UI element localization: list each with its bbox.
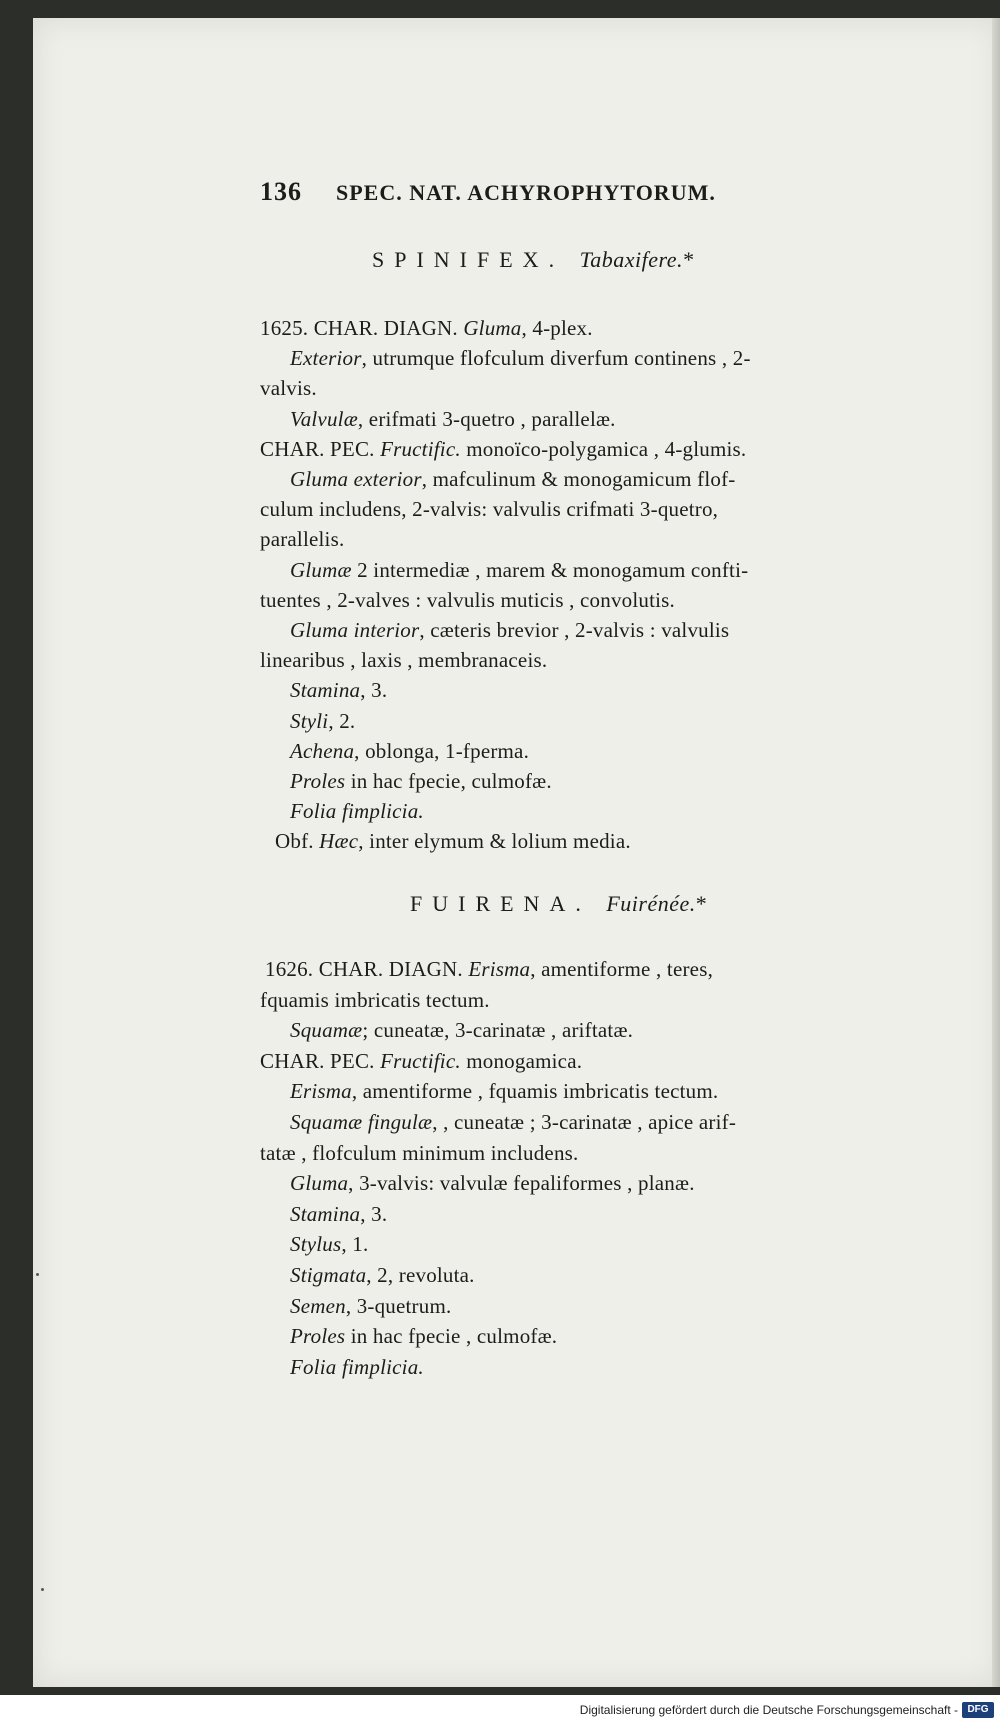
genus-title: SPINIFEX. — [372, 247, 565, 272]
line-text: culum includens, 2-valvis: valvulis crifmati 3-quetro, — [260, 497, 719, 522]
line-text: in hac fpecie, culmofæ. — [345, 769, 552, 793]
italic-term: Exterior — [290, 346, 362, 371]
line-text: linearibus , laxis , membranaceis. — [260, 648, 548, 673]
spinifex-line — [290, 344, 751, 372]
genus-heading-spinifex — [372, 246, 704, 274]
spinifex-line — [290, 707, 355, 735]
genus-title: FUIRENA. — [410, 891, 591, 916]
fuirena-line — [290, 1200, 387, 1228]
line-text: CHAR. PEC. — [260, 1048, 381, 1073]
line-text: , 4-plex. — [521, 316, 593, 340]
italic-term: Semen — [290, 1293, 346, 1318]
line-text: tatæ , flofculum minimum includens. — [260, 1140, 579, 1165]
italic-term: Squamæ fingulæ — [290, 1110, 433, 1134]
spinifex-line — [290, 737, 529, 765]
line-text: , 3-quetrum. — [345, 1293, 452, 1318]
line-text: , 2. — [328, 708, 356, 733]
spinifex-line — [260, 646, 547, 674]
line-text: in hac fpecie , culmofæ. — [345, 1324, 558, 1349]
line-text: , 2, revoluta. — [366, 1263, 475, 1287]
italic-term: Squamæ — [290, 1018, 363, 1043]
line-text: , 3. — [360, 1201, 388, 1226]
fuirena-line — [290, 1077, 718, 1105]
fuirena-line — [290, 1016, 633, 1044]
line-text: fquamis imbricatis tectum. — [260, 987, 490, 1012]
spinifex-line — [290, 556, 748, 584]
page-speck — [41, 1588, 44, 1591]
fuirena-line — [260, 1139, 578, 1167]
binding-edge — [992, 18, 1000, 1687]
italic-term: Glumæ — [290, 557, 352, 582]
line-text: , inter elymum & lolium media. — [358, 829, 631, 854]
running-title: SPEC. NAT. ACHYROPHYTORUM. — [336, 180, 716, 205]
spinifex-line — [260, 314, 593, 342]
line-text: 2 intermediæ , marem & monogamum confti- — [351, 557, 749, 582]
italic-term: Folia fimplicia. — [290, 799, 424, 824]
line-text: Obf. — [275, 829, 320, 854]
genus-french-name: Fuirénée. — [606, 891, 696, 916]
spinifex-line — [275, 827, 631, 855]
footer-bar — [0, 1695, 1000, 1727]
spinifex-line — [260, 495, 718, 523]
line-text: , erifmati 3-quetro , parallelæ. — [357, 406, 616, 431]
line-text: CHAR. PEC. — [260, 436, 381, 461]
spinifex-line — [290, 797, 424, 825]
fuirena-line — [290, 1292, 451, 1320]
fuirena-line — [265, 955, 713, 983]
italic-term: Stigmata — [290, 1263, 367, 1287]
line-text: , utrumque flofculum diverfum continens , 2- — [361, 346, 751, 371]
italic-term: Achena — [290, 738, 355, 763]
italic-term: Folia fimplicia. — [290, 1354, 424, 1379]
italic-term: Stamina — [290, 678, 361, 703]
fuirena-line — [290, 1353, 424, 1381]
line-text: valvis. — [260, 376, 317, 401]
page-number: 136 — [260, 177, 302, 206]
page-speck — [36, 1273, 39, 1276]
italic-term: Proles — [290, 769, 346, 793]
spinifex-line — [290, 616, 729, 644]
line-text: monogamica. — [460, 1048, 583, 1073]
line-text: , oblonga, 1-fperma. — [354, 738, 530, 763]
genus-mark: * — [683, 247, 705, 272]
italic-term: Proles — [290, 1324, 346, 1349]
genus-french-name: Tabaxifere. — [579, 247, 684, 272]
italic-term: Gluma — [290, 1171, 349, 1196]
footer-credit: Digitalisierung gefördert durch die Deutsche Forschungsgemeinschaft - — [579, 1703, 958, 1717]
running-head — [260, 178, 716, 207]
fuirena-line — [290, 1230, 368, 1258]
spinifex-line — [290, 405, 616, 433]
fuirena-line — [290, 1322, 557, 1350]
spinifex-line — [260, 525, 344, 553]
italic-term: Erisma — [290, 1079, 352, 1104]
line-text: , amentiforme , fquamis imbricatis tectum. — [351, 1079, 719, 1104]
spinifex-line — [290, 767, 552, 795]
line-text: tuentes , 2-valves : valvulis muticis , convolutis. — [260, 587, 675, 612]
line-text: , 3. — [360, 678, 388, 703]
line-text: , 1. — [341, 1232, 369, 1257]
italic-term: Stamina — [290, 1201, 361, 1226]
fuirena-line — [290, 1169, 695, 1197]
spinifex-line — [290, 676, 387, 704]
line-text: , mafculinum & monogamicum flof- — [421, 467, 736, 491]
fuirena-line — [260, 1047, 582, 1075]
dfg-logo: DFG — [962, 1702, 994, 1718]
italic-term: Gluma — [463, 316, 522, 340]
line-text: , cæteris brevior , 2-valvis : valvulis — [419, 618, 730, 642]
spinifex-line — [260, 374, 317, 402]
italic-term: Hæc — [319, 829, 359, 854]
italic-term: Fructific. — [380, 436, 461, 461]
italic-term: Erisma — [468, 957, 531, 981]
line-text: parallelis. — [260, 527, 345, 552]
line-text: , 3-valvis: valvulæ fepaliformes , planæ. — [348, 1171, 695, 1196]
line-text: , amentiforme , teres, — [530, 957, 714, 981]
italic-term: Fructific. — [380, 1048, 461, 1073]
genus-heading-fuirena — [410, 890, 717, 918]
line-text: ; cuneatæ, 3-carinatæ , ariftatæ. — [362, 1018, 634, 1043]
spinifex-line — [290, 465, 735, 493]
line-text: 1626. CHAR. DIAGN. — [265, 957, 469, 981]
fuirena-line — [290, 1261, 475, 1289]
italic-term: Valvulæ — [290, 406, 358, 431]
spinifex-line — [260, 586, 675, 614]
line-text: monoïco-polygamica , 4-glumis. — [460, 436, 747, 461]
italic-term: Gluma exterior — [290, 467, 422, 491]
italic-term: Gluma interior — [290, 618, 420, 642]
spinifex-line — [260, 435, 746, 463]
italic-term: Styli — [290, 708, 329, 733]
fuirena-line — [290, 1108, 736, 1136]
line-text: , , cuneatæ ; 3-carinatæ , apice arif- — [432, 1110, 737, 1134]
italic-term: Stylus — [290, 1232, 342, 1257]
fuirena-line — [260, 986, 490, 1014]
genus-mark: * — [695, 891, 717, 916]
line-text: 1625. CHAR. DIAGN. — [260, 316, 464, 340]
